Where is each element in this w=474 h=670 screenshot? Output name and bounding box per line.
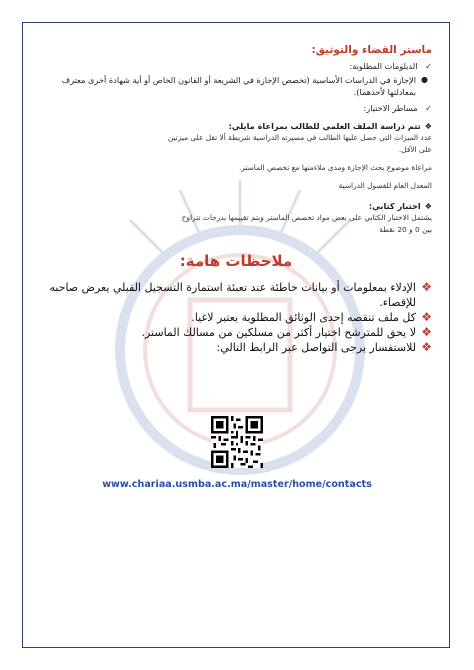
diamond-bullet-icon: ❖ [421, 280, 432, 294]
section-title: ماستر القضاء والتوثيق: [311, 44, 432, 56]
diploma-item-text: الإجازة في الدراسات الأساسية (تخصص الإجازة في الشريعة أو القانون الخاص أو أية شهادة أخرى معترف بمعادلتها لأحدهما). [61, 75, 416, 97]
required-diplomas-label [40, 60, 432, 72]
contact-link[interactable]: www.chariaa.usmba.ac.ma/master/home/contacts [102, 479, 372, 490]
diamond-bullet-icon: ❖ [421, 310, 432, 324]
qr-code-icon[interactable] [211, 416, 263, 468]
note-text: للاستفسار يرجى التواصل عبر الرابط التالي: [216, 341, 416, 354]
note-text: لا يحق للمترشح اختيار أكثر من مسلكين من مسالك الماستر. [141, 326, 416, 339]
file-study-heading-text: تتم دراسة الملف العلمي للطالب بمراعاة مايلي: [228, 121, 421, 131]
diamond-bullet-icon: ❖ [424, 121, 432, 131]
diploma-item [40, 74, 432, 98]
diamond-bullet-icon: ❖ [421, 340, 432, 354]
required-diplomas-text: الدبلومات المطلوبة: [349, 61, 418, 71]
diamond-bullet-icon: ❖ [424, 201, 432, 211]
written-exam-heading-text: اختبار كتابي: [368, 201, 421, 211]
note-item [40, 310, 432, 325]
note-item [40, 280, 432, 310]
diamond-bullet-icon: ❖ [421, 325, 432, 339]
document-body [40, 40, 432, 355]
note-text: كل ملف تنقصه إحدى الوثائق المطلوبة يعتبر لاغيا. [191, 311, 416, 324]
selection-stages-label [40, 102, 432, 114]
bullet-icon: ● [421, 75, 428, 84]
note-item [40, 340, 432, 355]
note-text: الإدلاء بمعلومات أو بيانات خاطئة عند تعبئة استمارة التسجيل القبلي يعرض صاحبه للإقصاء. [49, 281, 416, 309]
file-study-line: المعدل العام للفصول الدراسية [338, 181, 432, 190]
note-item [40, 325, 432, 340]
written-exam-line: بين 0 و 20 نقطة [379, 225, 432, 234]
written-exam-heading [40, 200, 432, 212]
file-study-heading [40, 120, 432, 132]
file-study-line: مراعاة موضوع بحث الإجازة ومدى ملاءمتها مع تخصص الماستر. [238, 163, 432, 172]
file-study-line: على الأقل. [398, 145, 432, 154]
written-exam-line: يشتمل الاختبار الكتابي على بعض مواد تخصص الماستر ويتم تقييمها بدرجات تتراوح [181, 213, 432, 222]
selection-stages-text: مساطر الاختيار: [363, 103, 418, 113]
notes-title: ملاحظات هامة: [179, 252, 293, 270]
file-study-line: عدد الميزات التي حصل عليها الطالب في مسيرته الدراسية شريطة ألا تقل على ميزتين [167, 133, 432, 142]
